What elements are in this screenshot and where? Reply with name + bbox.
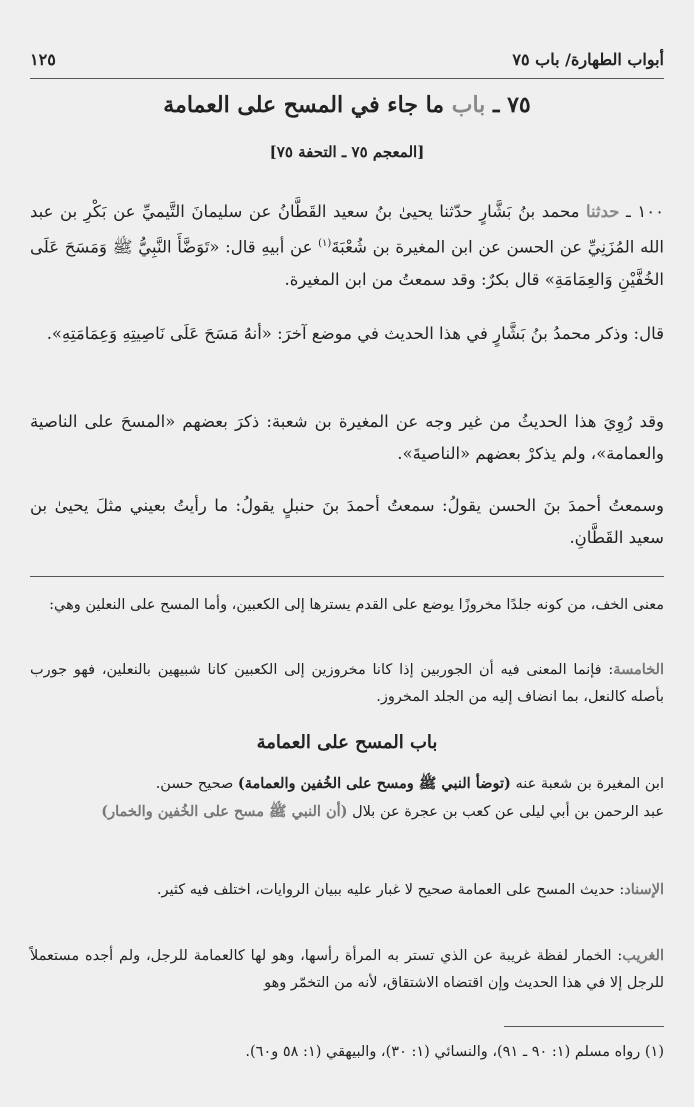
commentary-narrations — [30, 770, 664, 826]
chapter-reference: [المعجم ٧٥ ـ التحفة ٧٥] — [269, 143, 425, 161]
narration-line-2 — [30, 798, 664, 826]
hadith-text-part1: محمد بنُ بَشَّارٍ حدّثنا يحيىٰ بنُ سعيد القَطَّانُ عن سليمانَ التَّيميِّ عن بَكْرِ بن عبد الله المُزَنِيِّ عن الحسن عن ابن المغيرة بن شُعْبَةَ — [30, 202, 664, 257]
running-head — [30, 50, 664, 78]
chapter-title-text: ما جاء في المسح على العمامة — [163, 92, 445, 118]
commentary-isnad — [30, 876, 664, 904]
gharib-label: الغريب — [622, 947, 664, 964]
hadith-lead-word: حدثنا — [586, 202, 620, 221]
narration-1-prefix: ابن المغيرة بن شعبة عنه — [515, 776, 664, 792]
commentary-gharib — [30, 942, 664, 997]
footnote-marker: (١) — [318, 238, 332, 249]
paragraph-3: وسمعتُ أحمدَ بنَ الحسن يقولُ: سمعتُ أحمدَ بنَ حنبلٍ يقولُ: ما رأيتُ بعيني مثلَ يحيىٰ بن سعيد القَطَّانِ. — [30, 496, 664, 547]
narration-line-1 — [30, 770, 664, 798]
commentary-sub-heading: باب المسح على العمامة — [256, 732, 438, 753]
chapter-title — [30, 92, 664, 118]
fifth-label: الخامسة — [613, 661, 664, 678]
narration-1-grade: صحيح حسن. — [155, 776, 234, 792]
commentary-rule — [30, 576, 664, 577]
commentary-fifth — [30, 656, 664, 711]
header-rule — [30, 78, 664, 79]
footnote: (١) رواه مسلم (١: ٩٠ ـ ٩١)، والنسائي (١: ٣٠)، والبيهقي (١: ٥٨ و٦٠). — [245, 1044, 664, 1060]
hadith-paragraph — [30, 196, 664, 296]
commentary-intro: معنى الخف، من كونه جلدًا مخروزًا يوضع على القدم يسترها إلى الكعبين، وأما المسح على النعلين وهي: — [49, 597, 664, 613]
isnad-text: : حديث المسح على العمامة صحيح لا غبار عليه ببيان الروايات، اختلف فيه كثير. — [156, 882, 625, 898]
narration-2-text: (أن النبي ﷺ مسح على الخُفين والخمار) — [101, 803, 348, 820]
paragraph-2: وقد رُوِيَ هذا الحديثُ من غير وجه عن المغيرة بن شعبة: ذكرَ بعضهم «المسحَ على الناصية والعمامة»، ولم يذكرْ بعضهم «الناصيةَ». — [30, 412, 664, 463]
narration-1-text: (توضأ النبي ﷺ ومسح على الخُفين والعمامة) — [237, 775, 511, 792]
footnote-rule — [504, 1026, 664, 1027]
hadith-text-part2: عن أبيهِ قال: «تَوَضَّأَ النَّبِيُّ ﷺ وَمَسَحَ عَلَى الخُفَّيْنِ وَالعِمَامَةِ» قال بكرٌ: وقد سمعتُ من ابن المغيرة. — [30, 237, 664, 289]
fifth-text: : فإنما المعنى فيه أن الجوربين إذا كانا مخروزين إلى الكعبين كانا شبيهين بالنعلين، فهو جورب بأصله كالنعل، بما انضاف إليه من الجلد المخروز. — [30, 662, 664, 705]
hadith-number: ١٠٠ ـ — [626, 202, 664, 221]
isnad-label: الإسناد — [624, 881, 664, 898]
gharib-text: : الخمار لفظة غريبة عن الذي تستر به المرأة رأسها، وهو لها كالعمامة للرجل، ولم أجده مستعملاً للرجل إلا في هذا الحديث وإن اقتضاه الاشتقاق، لأنه من التخمّر وهو — [30, 948, 664, 991]
chapter-number: ٧٥ ـ — [492, 92, 531, 118]
narration-2-prefix: عبد الرحمن بن أبي ليلى عن كعب بن عجرة عن بلال — [352, 804, 664, 820]
chapter-bab-word: باب — [451, 92, 486, 118]
running-head-title: أبواب الطهارة/ باب ٧٥ — [512, 50, 664, 69]
paragraph-1: قال: وذكر محمدُ بنُ بَشَّارٍ في هذا الحديث في موضع آخرَ: «أنهُ مَسَحَ عَلَى نَاصِيتِهِ وَعِمَامَتِهِ». — [46, 324, 664, 343]
page-number: ١٢٥ — [30, 50, 56, 69]
